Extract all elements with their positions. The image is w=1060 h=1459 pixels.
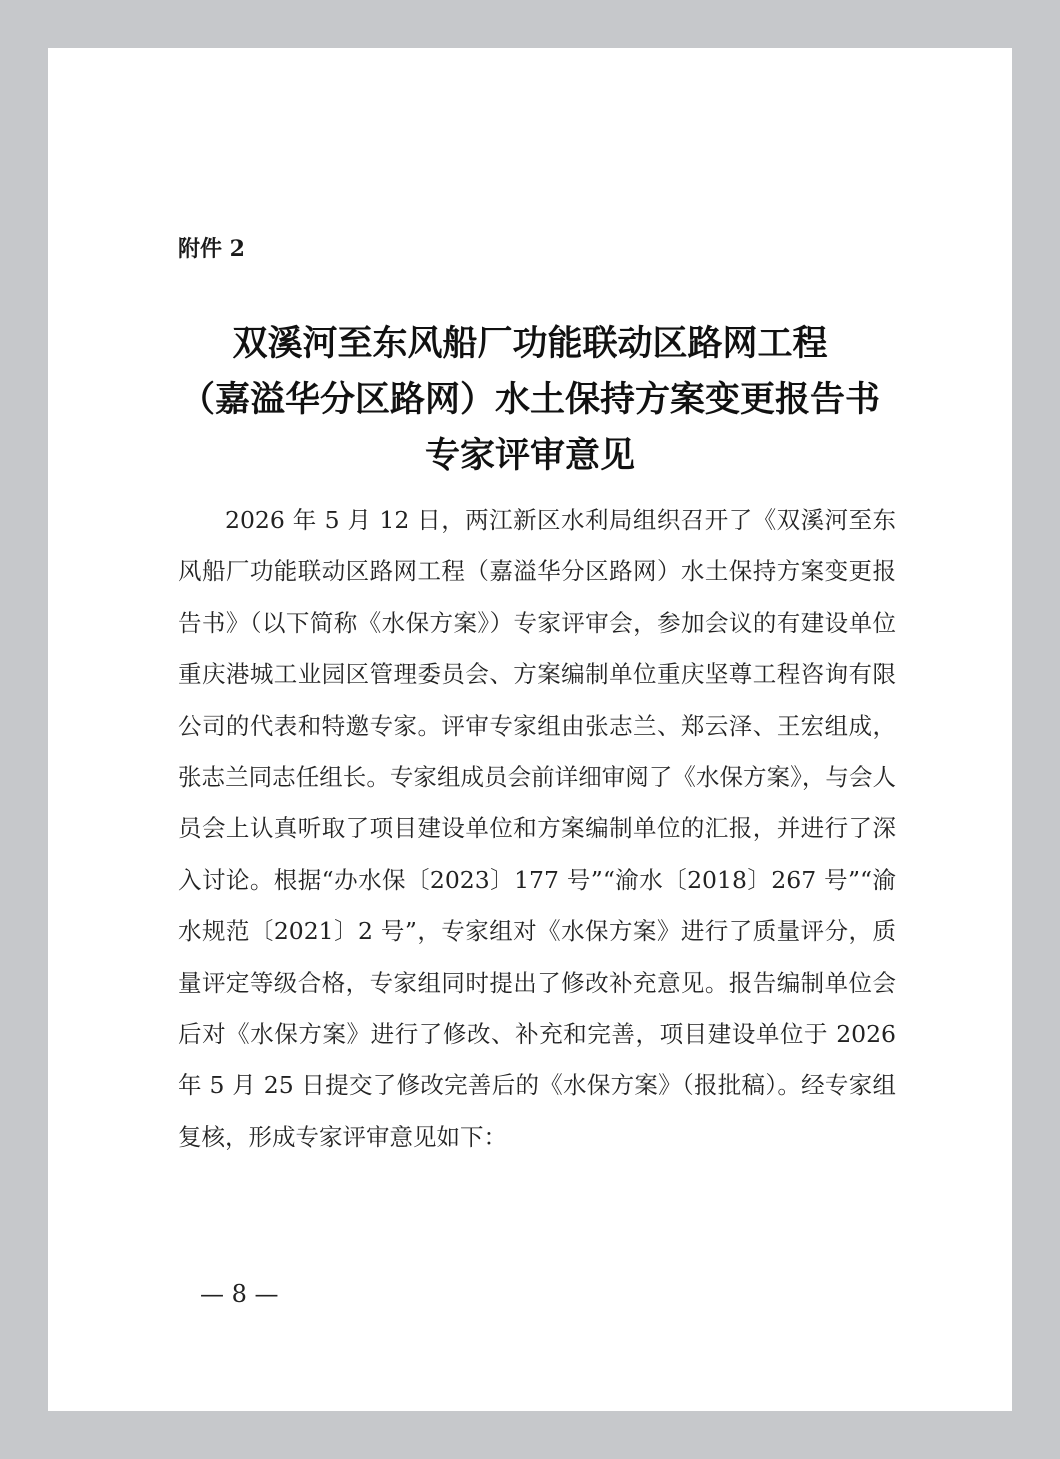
document-title bbox=[108, 316, 952, 484]
document-page bbox=[48, 48, 1012, 1411]
title-line-2: （嘉溢华分区路网）水土保持方案变更报告书 bbox=[179, 379, 880, 420]
title-line-3: 专家评审意见 bbox=[424, 435, 635, 476]
body-paragraph: 2026 年 5 月 12 日，两江新区水利局组织召开了《双溪河至东风船厂功能联动区路网工程（嘉溢华分区路网）水土保持方案变更报告书》（以下简称《水保方案》）专家评审会，参加会议的有建设单位重庆港城工业园区管理委员会、方案编制单位重庆坚尊工程咨询有限公司的代表和特邀专家。评审专家组由张志兰、郑云泽、王宏组成，张志兰同志任组长。专家组成员会前详细审阅了《水保方案》，与会人员会上认真听取了项目建设单位和方案编制单位的汇报，并进行了深入讨论。根据“办水保〔2023〕177 号”“渝水〔2018〕267 号”“渝水规范〔2021〕2 号”，专家组对《水保方案》进行了质量评分，质量评定等级合格，专家组同时提出了修改补充意见。报告编制单位会后对《水保方案》进行了修改、补充和完善，项目建设单位于 2026 年 5 月 25 日提交了修改完善后的《水保方案》（报批稿）。经专家组复核，形成专家评审意见如下： bbox=[178, 506, 896, 1151]
title-line-1: 双溪河至东风船厂功能联动区路网工程 bbox=[232, 323, 828, 364]
page-number: — 8 — bbox=[200, 1280, 279, 1308]
attachment-label: 附件 2 bbox=[178, 236, 245, 262]
